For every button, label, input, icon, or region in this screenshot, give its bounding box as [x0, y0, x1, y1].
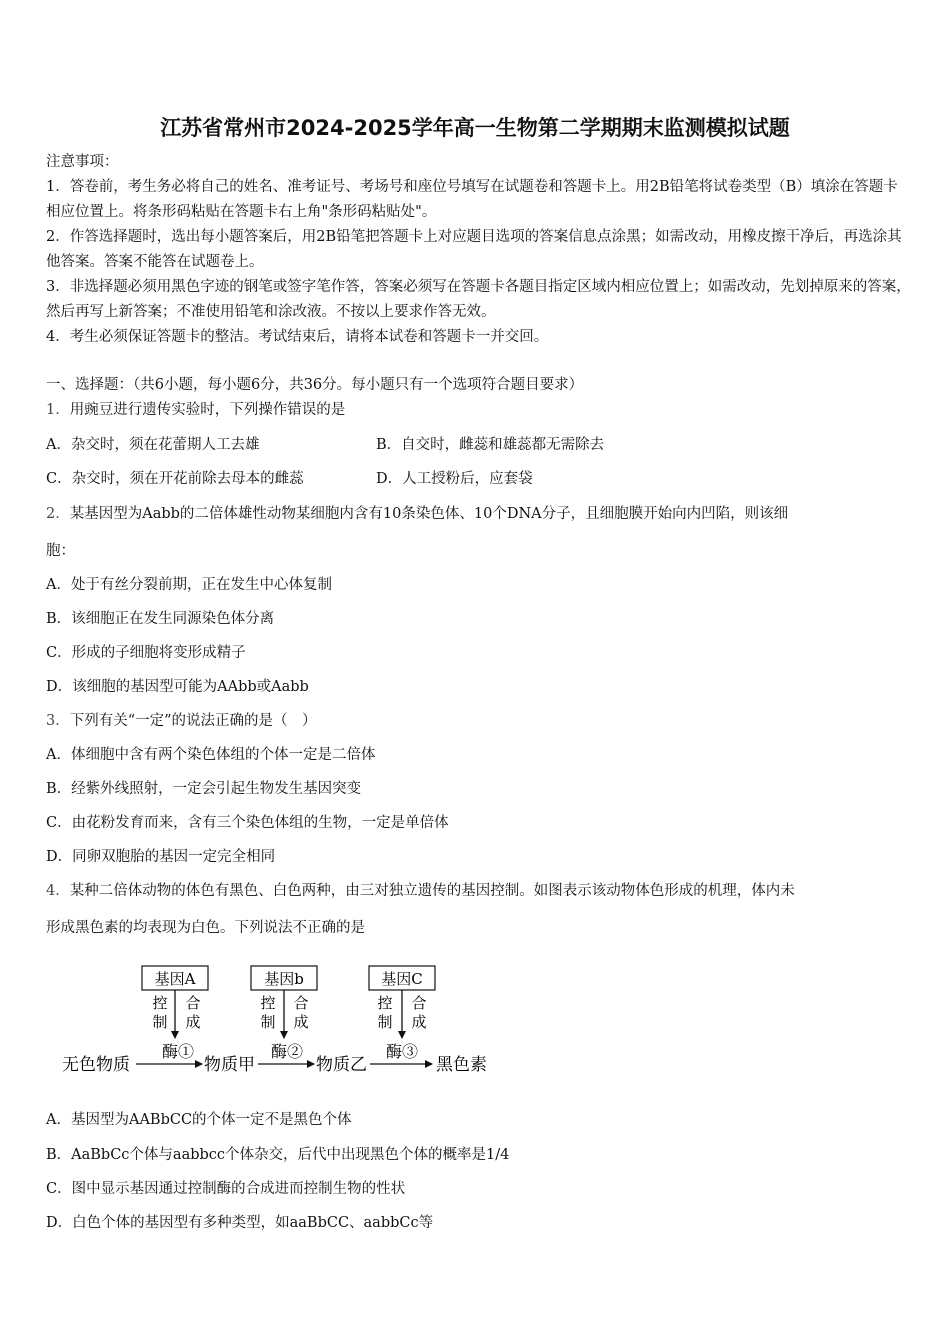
question-3-stem: 下列有关“一定”的说法正确的是（ ） [69, 713, 317, 729]
question-4-option-b: B．AaBbCc个体与aabbcc个体杂交，后代中出现黑色个体的概率是1/4 [46, 1147, 510, 1163]
note-item-4: 4．考生必须保证答题卡的整洁。考试结束后，请将本试卷和答题卡一并交回。 [46, 329, 549, 345]
section-heading: 一、选择题：（共6小题，每小题6分，共36分。每小题只有一个选项符合题目要求） [46, 377, 584, 393]
enzyme-2-label: 酶② [270, 1042, 304, 1061]
question-4-option-d: D．白色个体的基因型有多种类型，如aaBbCC、aabbCc等 [46, 1215, 434, 1231]
question-4-option-a: A．基因型为AABbCC的个体一定不是黑色个体 [46, 1112, 352, 1128]
question-3-option-a: A．体细胞中含有两个染色体组的个体一定是二倍体 [46, 747, 376, 763]
question-2-number: 2． [46, 506, 70, 522]
question-3-option-b: B．经紫外线照射，一定会引起生物发生基因突变 [46, 781, 362, 797]
substance-melanin: 黑色素 [436, 1055, 487, 1075]
notes-block [46, 150, 912, 350]
question-3-option-d: D．同卵双胞胎的基因一定完全相同 [46, 849, 276, 865]
gene-c-synth-2: 成 [411, 1013, 427, 1031]
question-3-option-c: C．由花粉发育而来，含有三个染色体组的生物，一定是单倍体 [46, 815, 449, 831]
gene-c-control-2: 制 [377, 1013, 393, 1031]
question-1-option-d: D．人工授粉后，应套袋 [376, 471, 533, 487]
question-3 [46, 709, 912, 733]
question-2-option-a: A．处于有丝分裂前期，正在发生中心体复制 [46, 577, 332, 593]
gene-b-synth-2: 成 [293, 1013, 309, 1031]
gene-a-label: 基因A [154, 970, 196, 988]
question-4-stem-line-2: 形成黑色素的均表现为白色。下列说法不正确的是 [46, 920, 365, 936]
gene-b-label: 基因b [264, 970, 304, 988]
note-item-1: 1．答卷前，考生务必将自己的姓名、准考证号、考场号和座位号填写在试题卷和答题卡上。用2B铅笔将试卷类型（B）填涂在答题卡相应位置上。将条形码粘贴在答题卡右上角"条形码粘贴处"。 [46, 179, 898, 220]
question-2-stem-line-1: 某基因型为Aabb的二倍体雄性动物某细胞内含有10条染色体、10个DNA分子，且细胞膜开始向内凹陷，则该细 [69, 506, 789, 522]
question-4-option-c: C．图中显示基因通过控制酶的合成进而控制生物的性状 [46, 1181, 406, 1197]
question-1-option-b: B．自交时，雌蕊和雄蕊都无需除去 [376, 437, 605, 453]
note-item-3: 3．非选择题必须用黑色字迹的钢笔或签字笔作答，答案必须写在答题卡各题目指定区域内相应位置上；如需改动，先划掉原来的答案，然后再写上新答案；不准使用铅笔和涂改液。不按以上要求作答无效。 [46, 279, 911, 320]
gene-c-label: 基因C [381, 970, 423, 988]
question-1-number: 1． [46, 402, 70, 418]
question-2-option-b: B．该细胞正在发生同源染色体分离 [46, 611, 275, 627]
gene-c-control-1: 控 [377, 994, 393, 1012]
notes-heading: 注意事项： [46, 154, 119, 170]
gene-c-synth-1: 合 [411, 994, 427, 1012]
page-title: 江苏省常州市2024-2025学年高一生物第二学期期末监测模拟试题 [160, 116, 790, 140]
question-1-stem: 用豌豆进行遗传实验时，下列操作错误的是 [69, 402, 346, 418]
gene-a-control-2: 制 [152, 1013, 168, 1031]
note-item-2: 2．作答选择题时，选出每小题答案后，用2B铅笔把答题卡上对应题目选项的答案信息点涂黑；如需改动，用橡皮擦干净后，再选涂其他答案。答案不能答在试题卷上。 [46, 229, 902, 270]
question-2-option-d: D．该细胞的基因型可能为AAbb或Aabb [46, 679, 309, 695]
question-4-stem-line-1: 某种二倍体动物的体色有黑色、白色两种，由三对独立遗传的基因控制。如图表示该动物体色形成的机理，体内未 [69, 883, 795, 899]
question-2 [46, 502, 912, 526]
pathway-diagram [60, 962, 510, 1082]
gene-b-control-1: 控 [260, 994, 276, 1012]
question-4 [46, 879, 912, 903]
question-1-option-c: C．杂交时，须在开花前除去母本的雌蕊 [46, 471, 304, 487]
question-2-stem-line-2: 胞： [46, 543, 75, 559]
enzyme-1-label: 酶① [161, 1042, 195, 1061]
gene-a-control-1: 控 [152, 994, 168, 1012]
question-3-number: 3． [46, 713, 70, 729]
gene-a-synth-2: 成 [185, 1013, 201, 1031]
question-1-option-a: A．杂交时，须在花蕾期人工去雄 [46, 437, 260, 453]
gene-b-control-2: 制 [260, 1013, 276, 1031]
gene-a-synth-1: 合 [185, 994, 201, 1012]
question-1 [46, 398, 912, 422]
substance-jia: 物质甲 [204, 1055, 255, 1075]
substance-yi: 物质乙 [316, 1055, 367, 1075]
enzyme-3-label: 酶③ [385, 1042, 419, 1061]
gene-b-synth-1: 合 [293, 994, 309, 1012]
substance-colorless: 无色物质 [62, 1055, 130, 1075]
question-2-option-c: C．形成的子细胞将变形成精子 [46, 645, 246, 661]
question-4-number: 4． [46, 883, 70, 899]
